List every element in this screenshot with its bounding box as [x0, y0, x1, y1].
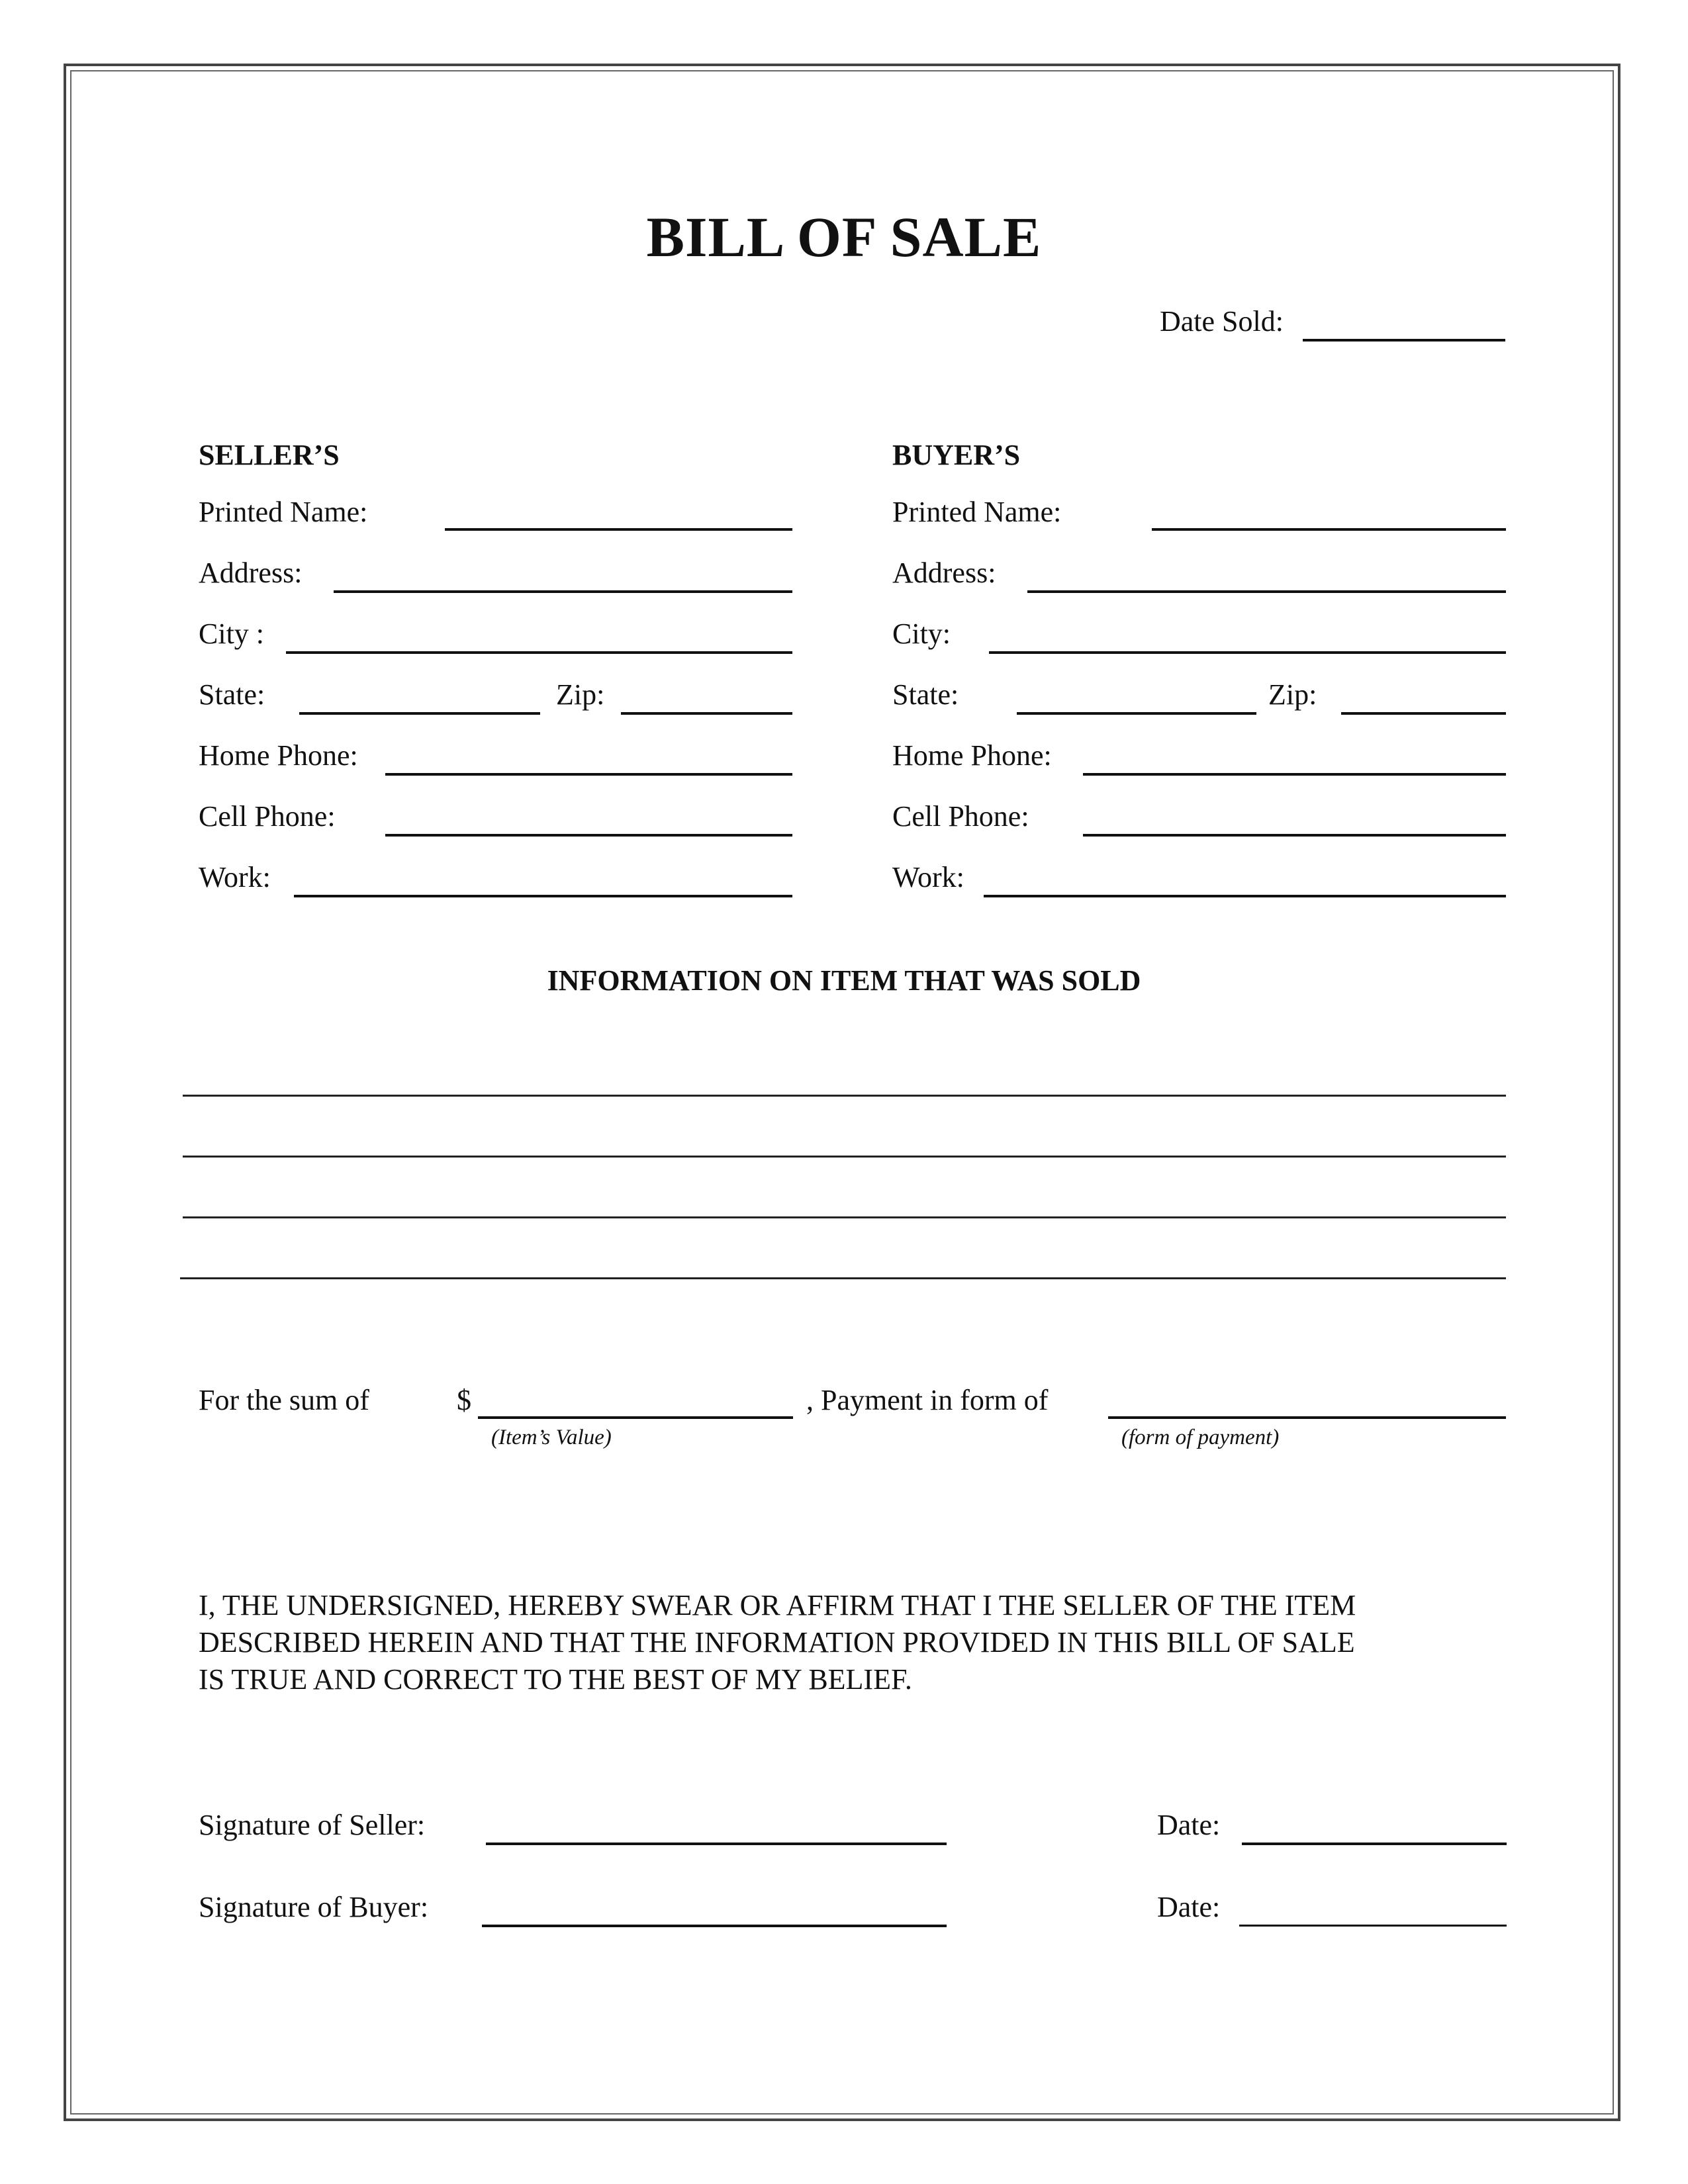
document-title: BILL OF SALE — [646, 205, 1042, 269]
item-info-heading: INFORMATION ON ITEM THAT WAS SOLD — [547, 964, 1141, 997]
seller-date-label: Date: — [1157, 1809, 1221, 1841]
item-value-caption: (Item’s Value) — [491, 1426, 612, 1449]
seller-address-label: Address: — [199, 557, 303, 589]
buyer-address-field[interactable] — [1027, 590, 1506, 593]
buyer-heading: BUYER’S — [892, 439, 1021, 471]
seller-printed-name-label: Printed Name: — [199, 496, 368, 528]
buyer-state-label: State: — [892, 678, 959, 711]
buyer-city-field[interactable] — [989, 651, 1506, 654]
buyer-zip-field[interactable] — [1341, 712, 1506, 715]
seller-signature-field[interactable] — [486, 1843, 947, 1845]
affirmation-line-3: IS TRUE AND CORRECT TO THE BEST OF MY BELIEF. — [199, 1663, 912, 1696]
item-description-line-2[interactable] — [183, 1156, 1506, 1158]
buyer-work-label: Work: — [892, 861, 964, 893]
sum-label: For the sum of — [199, 1384, 369, 1416]
seller-signature-label: Signature of Seller: — [199, 1809, 426, 1841]
item-description-line-3[interactable] — [183, 1216, 1506, 1218]
buyer-city-label: City: — [892, 617, 951, 650]
seller-city-label: City : — [199, 617, 265, 650]
date-sold-field[interactable] — [1303, 339, 1505, 341]
buyer-address-label: Address: — [892, 557, 996, 589]
item-description-line-1[interactable] — [183, 1095, 1506, 1097]
seller-work-field[interactable] — [294, 895, 792, 897]
payment-form-field[interactable] — [1108, 1416, 1506, 1419]
buyer-date-label: Date: — [1157, 1891, 1221, 1923]
buyer-signature-field[interactable] — [482, 1925, 947, 1927]
seller-state-field[interactable] — [299, 712, 540, 715]
buyer-zip-label: Zip: — [1268, 678, 1317, 711]
buyer-home-phone-field[interactable] — [1083, 773, 1506, 776]
seller-cell-phone-label: Cell Phone: — [199, 800, 336, 833]
buyer-signature-label: Signature of Buyer: — [199, 1891, 429, 1923]
seller-cell-phone-field[interactable] — [385, 834, 792, 837]
buyer-printed-name-field[interactable] — [1152, 528, 1506, 531]
buyer-home-phone-label: Home Phone: — [892, 739, 1052, 772]
item-description-line-4[interactable] — [180, 1277, 1506, 1279]
seller-city-field[interactable] — [286, 651, 792, 654]
affirmation-line-2: DESCRIBED HEREIN AND THAT THE INFORMATION PROVIDED IN THIS BILL OF SALE — [199, 1626, 1355, 1659]
seller-work-label: Work: — [199, 861, 271, 893]
seller-address-field[interactable] — [334, 590, 792, 593]
seller-state-label: State: — [199, 678, 265, 711]
payment-form-label: , Payment in form of — [806, 1384, 1049, 1416]
seller-home-phone-field[interactable] — [385, 773, 792, 776]
affirmation-line-1: I, THE UNDERSIGNED, HEREBY SWEAR OR AFFIRM THAT I THE SELLER OF THE ITEM — [199, 1589, 1356, 1621]
form-of-payment-caption: (form of payment) — [1121, 1426, 1280, 1449]
buyer-printed-name-label: Printed Name: — [892, 496, 1062, 528]
buyer-state-field[interactable] — [1017, 712, 1256, 715]
buyer-work-field[interactable] — [984, 895, 1506, 897]
buyer-date-field[interactable] — [1239, 1925, 1507, 1927]
date-sold-label: Date Sold: — [1160, 305, 1284, 338]
seller-date-field[interactable] — [1242, 1843, 1507, 1845]
seller-zip-field[interactable] — [621, 712, 792, 715]
seller-printed-name-field[interactable] — [445, 528, 792, 531]
currency-symbol: $ — [457, 1384, 471, 1416]
item-value-field[interactable] — [478, 1416, 793, 1419]
seller-home-phone-label: Home Phone: — [199, 739, 358, 772]
buyer-cell-phone-field[interactable] — [1083, 834, 1506, 837]
seller-heading: SELLER’S — [199, 439, 340, 471]
seller-zip-label: Zip: — [556, 678, 605, 711]
buyer-cell-phone-label: Cell Phone: — [892, 800, 1029, 833]
